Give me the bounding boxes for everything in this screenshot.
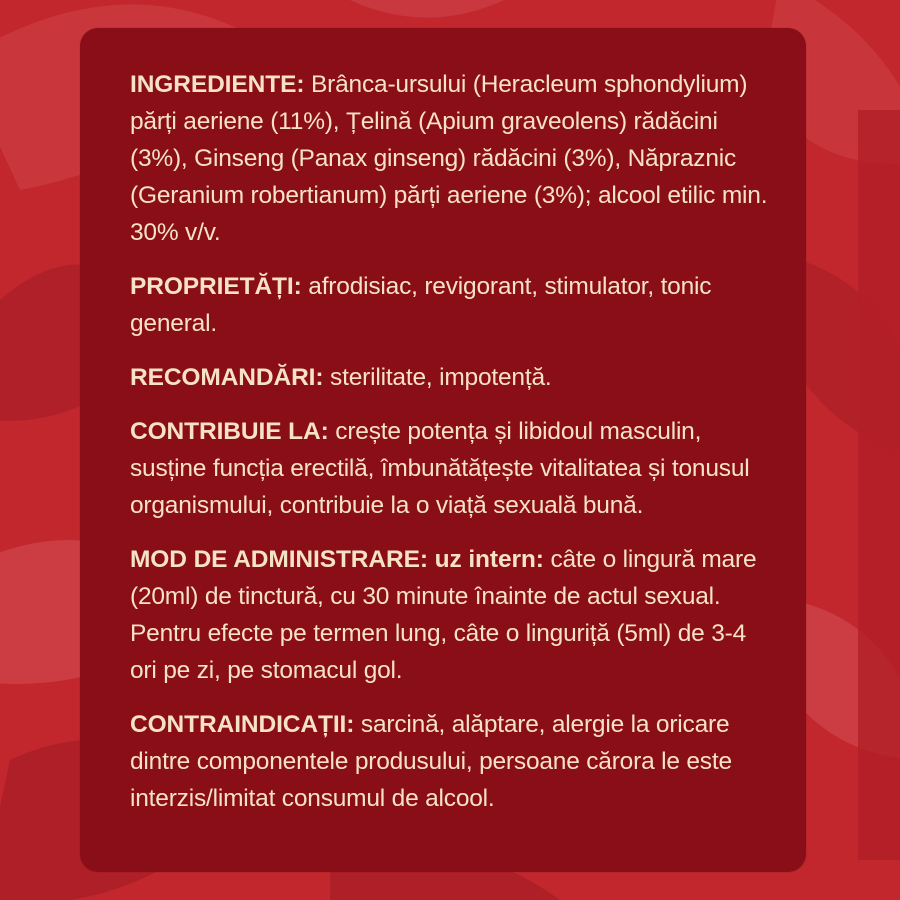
section-contraindicatii [130,706,776,817]
section-contribuie-la [130,413,776,524]
section-ingrediente [130,66,776,251]
section-text: sterilitate, impotență. [323,364,552,391]
section-label: CONTRIBUIE LA: [130,418,329,445]
section-text: Brânca-ursului (Heracleum sphondylium) părți aeriene (11%), Țelină (Apium graveolens) rădăcini (3%), Ginseng (Panax ginseng) rădăcini (3%), Năpraznic (Geranium robertianum) părți aeriene (3%); alcool etilic min. 30% v/v. [130,71,768,246]
section-text: crește potența și libidoul masculin, susține funcția erectilă, îmbunătățește vitalitatea și tonusul organismului, contribuie la o viață sexuală bună. [130,418,750,519]
section-label: PROPRIETĂȚI: [130,273,302,300]
section-label: RECOMANDĂRI: [130,364,324,391]
section-text: sarcină, alăptare, alergie la oricare dintre componentele produsului, persoane cărora le este interzis/limitat consumul de alcool. [130,711,732,812]
section-label: CONTRAINDICAȚII: [130,711,355,738]
section-text: afrodisiac, revigorant, stimulator, tonic general. [130,273,712,337]
section-recomandari [130,359,776,396]
section-text: câte o lingură mare (20ml) de tinctură, cu 30 minute înainte de actul sexual. Pentru efecte pe termen lung, câte o linguriță (5ml) de 3-4 ori pe zi, pe stomacul gol. [130,546,757,684]
info-panel [80,28,806,872]
section-label: MOD DE ADMINISTRARE: uz intern: [130,546,544,573]
section-proprietati [130,268,776,342]
section-mod-de-administrare [130,541,776,689]
section-label: INGREDIENTE: [130,71,305,98]
